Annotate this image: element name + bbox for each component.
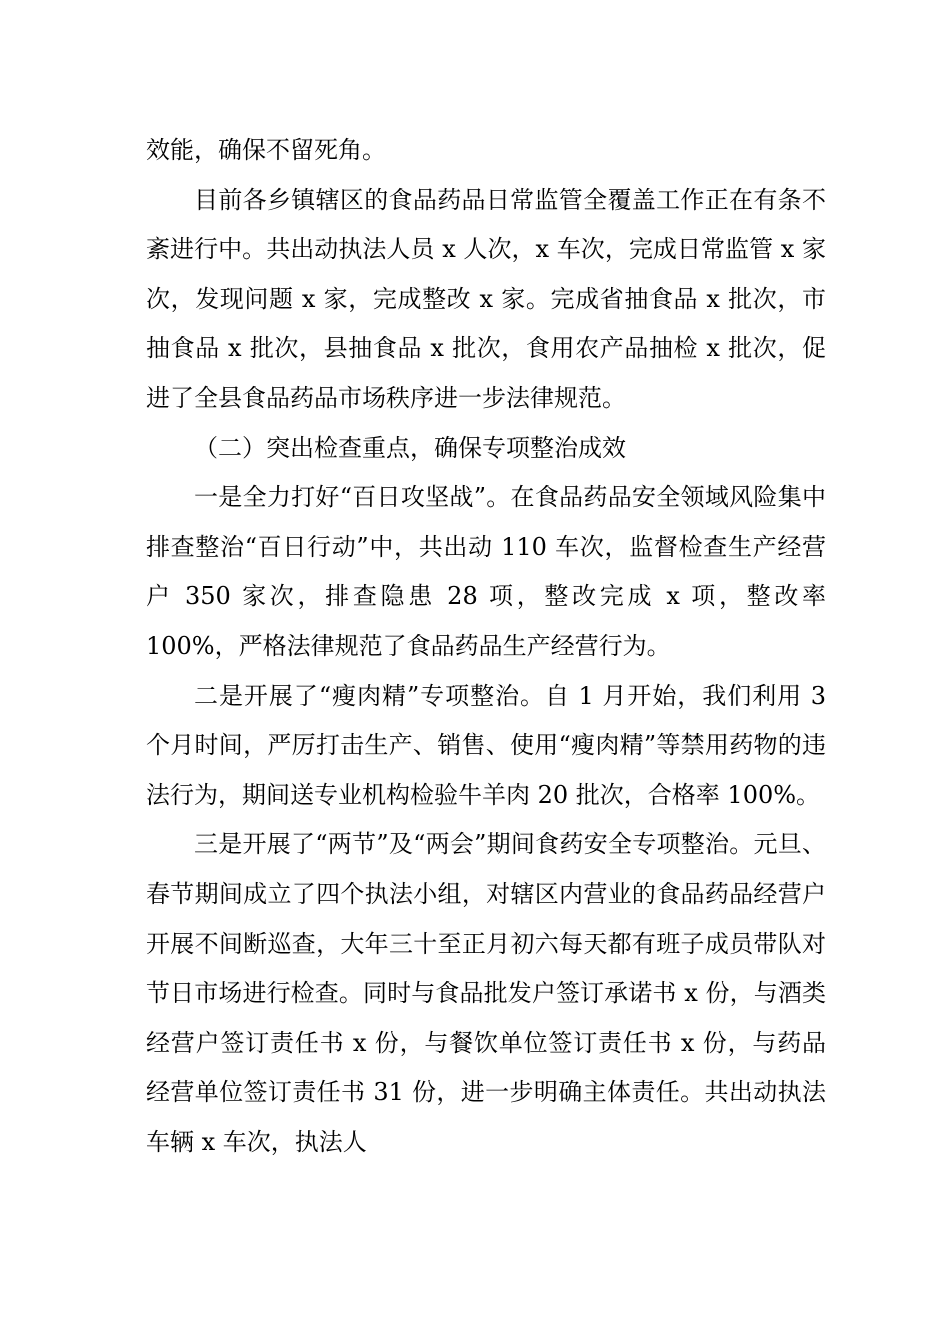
paragraph-clenbuterol-rectification: 二是开展了“瘦肉精”专项整治。自 1 月开始，我们利用 3 个月时间，严厉打击生产、销售、使用“瘦肉精”等禁用药物的违法行为，期间送专业机构检验牛羊肉 20 批次，合格率 100%。 — [146, 681, 826, 809]
paragraph-continuation: 效能，确保不留死角。 — [146, 136, 386, 164]
document-body — [146, 126, 826, 1167]
paragraph-daily-supervision: 目前各乡镇辖区的食品药品日常监管全覆盖工作正在有条不紊进行中。共出动执法人员 x 人次，x 车次，完成日常监管 x 家次，发现问题 x 家，完成整改 x 家。完成省抽食品 x 批次，市抽食品 x 批次，县抽食品 x 批次，食用农产品抽检 x 批次，促进了全县食品药品市场秩序进一步法律规范。 — [146, 185, 826, 412]
paragraph-holiday-rectification: 三是开展了“两节”及“两会”期间食药安全专项整治。元旦、春节期间成立了四个执法小组，对辖区内营业的食品药品经营户开展不间断巡查，大年三十至正月初六每天都有班子成员带队对节日市场进行检查。同时与食品批发户签订承诺书 x 份，与酒类经营户签订责任书 x 份，与餐饮单位签订责任书 x 份，与药品经营单位签订责任书 31 份，进一步明确主体责任。共出动执法车辆 x 车次，执法人 — [146, 830, 826, 1156]
paragraph-hundred-day-campaign: 一是全力打好“百日攻坚战”。在食品药品安全领域风险集中排查整治“百日行动”中，共出动 110 车次，监督检查生产经营户 350 家次，排查隐患 28 项，整改完成 x 项，整改率 100%，严格法律规范了食品药品生产经营行为。 — [146, 483, 826, 660]
section-heading: （二）突出检查重点，确保专项整治成效 — [194, 433, 626, 462]
